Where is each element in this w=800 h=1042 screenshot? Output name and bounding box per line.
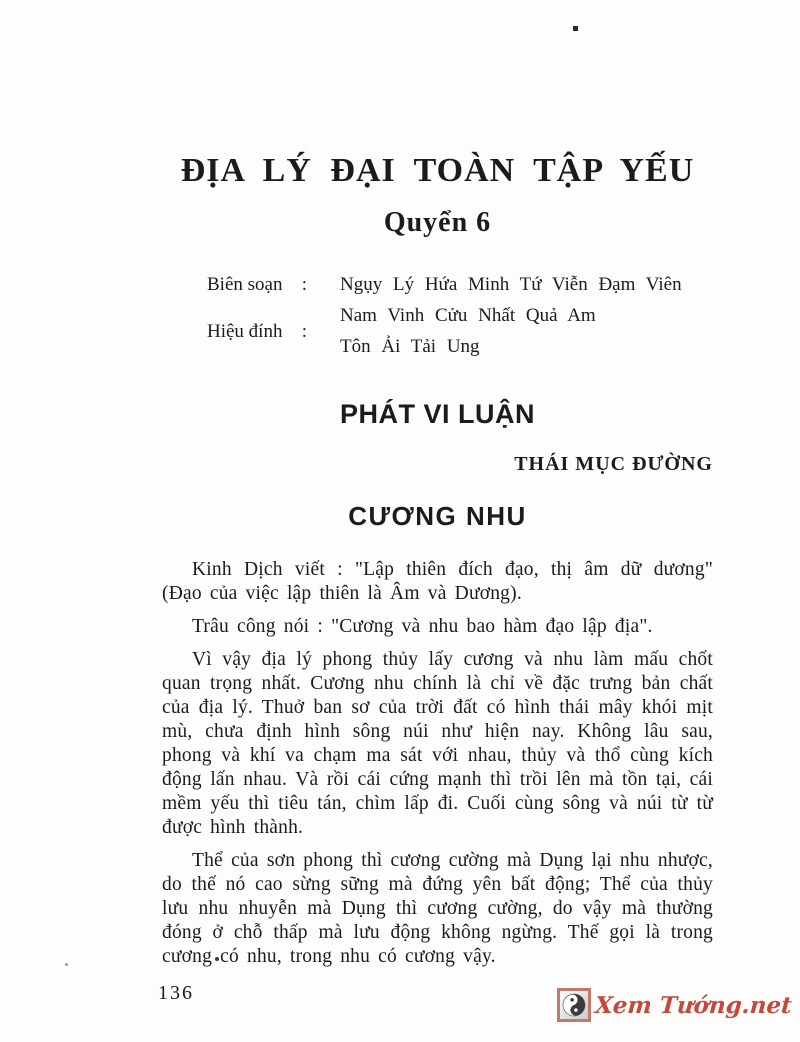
credit-values bbox=[340, 300, 596, 362]
credits-block bbox=[162, 269, 713, 362]
yin-yang-icon bbox=[557, 988, 591, 1022]
paragraph: Thể của sơn phong thì cương cường mà Dụng lại nhu nhược, do thế nó cao sừng sững mà đứng yên bất động; Thể của thủy lưu nhu nhuyễn mà Dụng thì cương cường, do vậy mà thường đóng ở chỗ thấp mà lưu động không ngừng. Thế gọi là trong cương có nhu, trong nhu có cương vậy. bbox=[162, 850, 713, 967]
section-byline: THÁI MỤC ĐƯỜNG bbox=[514, 453, 713, 475]
credit-value: Nam Vinh Cửu Nhất Quả Am bbox=[340, 305, 596, 326]
credit-colon: : bbox=[301, 320, 307, 342]
credit-row-bien-soan bbox=[162, 269, 713, 300]
credit-value: Tôn Ải Tải Ung bbox=[340, 336, 480, 357]
paragraph: Trâu công nói : "Cương và nhu bao hàm đạo lập địa". bbox=[192, 616, 653, 637]
credit-colon: : bbox=[301, 274, 307, 295]
volume-subtitle: Quyển 6 bbox=[383, 207, 492, 238]
scan-speck bbox=[65, 963, 68, 966]
body-text bbox=[162, 558, 713, 969]
page-content bbox=[162, 0, 713, 969]
book-title: ĐỊA LÝ ĐẠI TOÀN TẬP YẾU bbox=[180, 152, 695, 189]
paragraph: Vì vậy địa lý phong thủy lấy cương và nhu làm mấu chốt quan trọng nhất. Cương nhu chính là chỉ về đặc trưng bản chất của địa lý. Thuở ban sơ của trời đất có hình thái mây khói mịt mù, chưa định hình sông núi như hiện nay. Không lâu sau, phong và khí va chạm ma sát với nhau, thủy và thổ cùng kích động lấn nhau. Và rồi cái cứng mạnh thì trồi lên mà tồn tại, cái mềm yếu thì tiêu tán, chìm lấp đi. Cuối cùng sông và núi từ từ được hình thành. bbox=[162, 649, 713, 838]
watermark-text: Xem Tướng.net bbox=[594, 991, 793, 1019]
paragraph: Kinh Dịch viết : "Lập thiên đích đạo, thị âm dữ dương" (Đạo của việc lập thiên là Âm và Dương). bbox=[162, 559, 713, 604]
section-heading: PHÁT VI LUẬN bbox=[340, 399, 535, 429]
credit-label bbox=[207, 316, 307, 347]
credit-label-text: Hiệu đính bbox=[207, 320, 283, 342]
watermark bbox=[557, 988, 792, 1022]
credit-values bbox=[340, 269, 682, 300]
credit-row-hieu-dinh bbox=[162, 300, 713, 362]
chapter-subheading: CƯƠNG NHU bbox=[348, 501, 527, 531]
credit-label bbox=[207, 269, 307, 300]
credit-label-text: Biên soạn bbox=[207, 274, 283, 295]
credit-value: Ngụy Lý Hứa Minh Tứ Viễn Đạm Viên bbox=[340, 274, 682, 295]
page-number: 136 bbox=[158, 982, 194, 1004]
